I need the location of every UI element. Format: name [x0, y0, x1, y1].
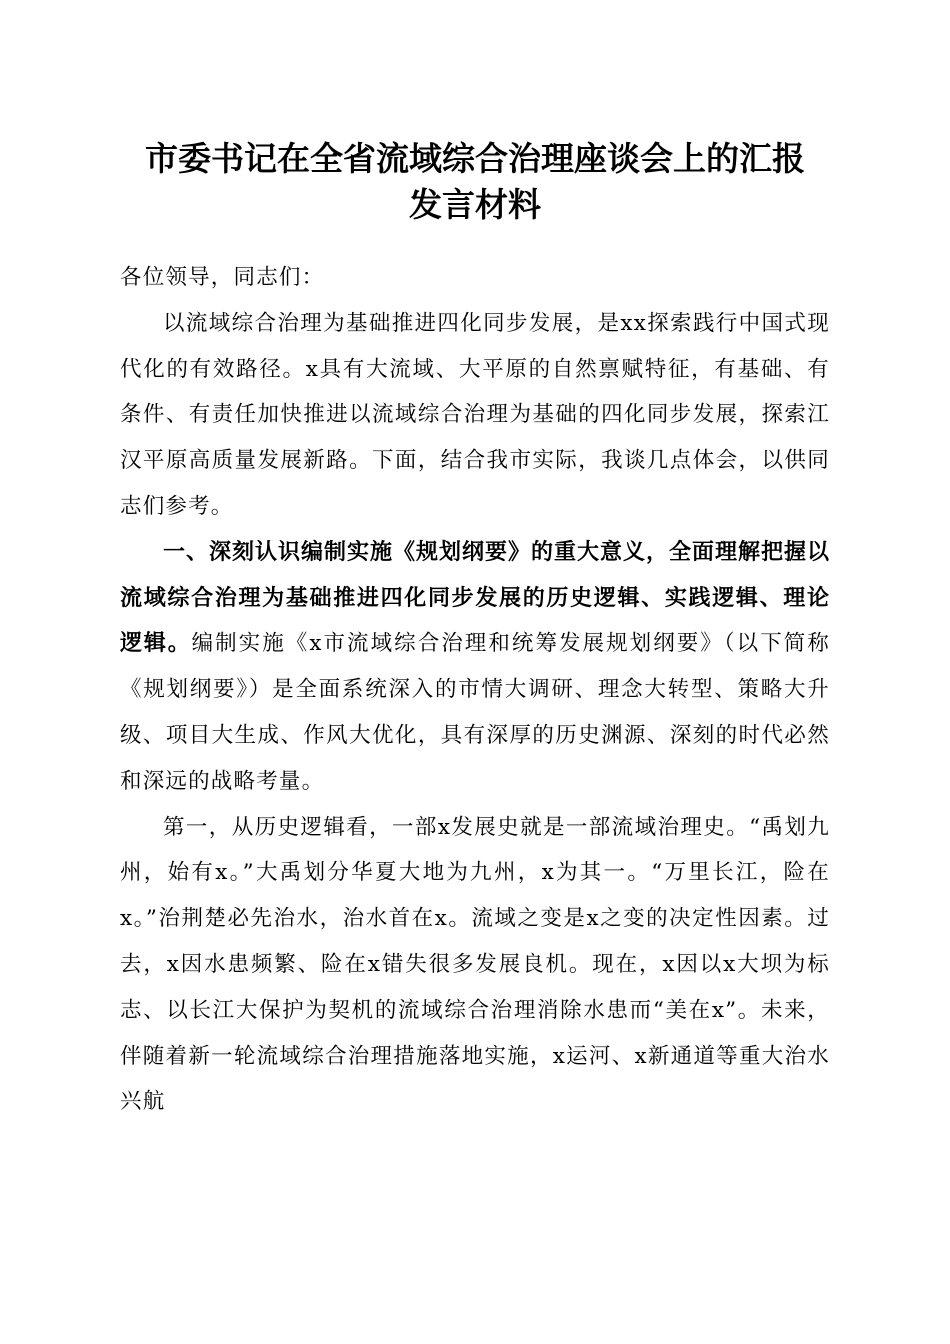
document-body [120, 255, 830, 1125]
paragraph-intro: 以流域综合治理为基础推进四化同步发展，是xx探索践行中国式现代化的有效路径。x具有大流域、大平原的自然禀赋特征，有基础、有条件、有责任加快推进以流域综合治理为基础的四化同步发展，探索江汉平原高质量发展新路。下面，结合我市实际，我谈几点体会，以供同志们参考。 [120, 310, 830, 519]
title-line-2: 发言材料 [409, 185, 541, 224]
paragraph-history-logic: 第一，从历史逻辑看，一部x发展史就是一部流域治理史。“禹划九州，始有x。”大禹划分华夏大地为九州，x为其一。“万里长江，险在x。”治荆楚必先治水，治水首在x。流域之变是x之变的决定性因素。过去，x因水患频繁、险在x错失很多发展良机。现在，x因以x大坝为标志、以长江大保护为契机的流域综合治理消除水患而“美在x”。未来，伴随着新一轮流域综合治理措施落地实施，x运河、x新通道等重大治水兴航 [120, 814, 830, 1115]
section-1-heading: 一、深刻认识编制实施《规划纲要》的重大意义，全面理解把握以流域综合治理为基础推进四化同步发展的历史逻辑、实践逻辑、理论逻辑。 [120, 539, 831, 657]
title-line-1: 市委书记在全省流域综合治理座谈会上的汇报 [145, 139, 805, 178]
section-1-body: 编制实施《x市流域综合治理和统筹发展规划纲要》（以下简称《规划纲要》）是全面系统深入的市情大调研、理念大转型、策略大升级、项目大生成、作风大优化，具有深厚的历史渊源、深刻的时代必然和深远的战略考量。 [120, 631, 830, 794]
document-title [100, 136, 850, 228]
section-1-paragraph [120, 530, 830, 805]
salutation: 各位领导，同志们： [120, 265, 325, 290]
